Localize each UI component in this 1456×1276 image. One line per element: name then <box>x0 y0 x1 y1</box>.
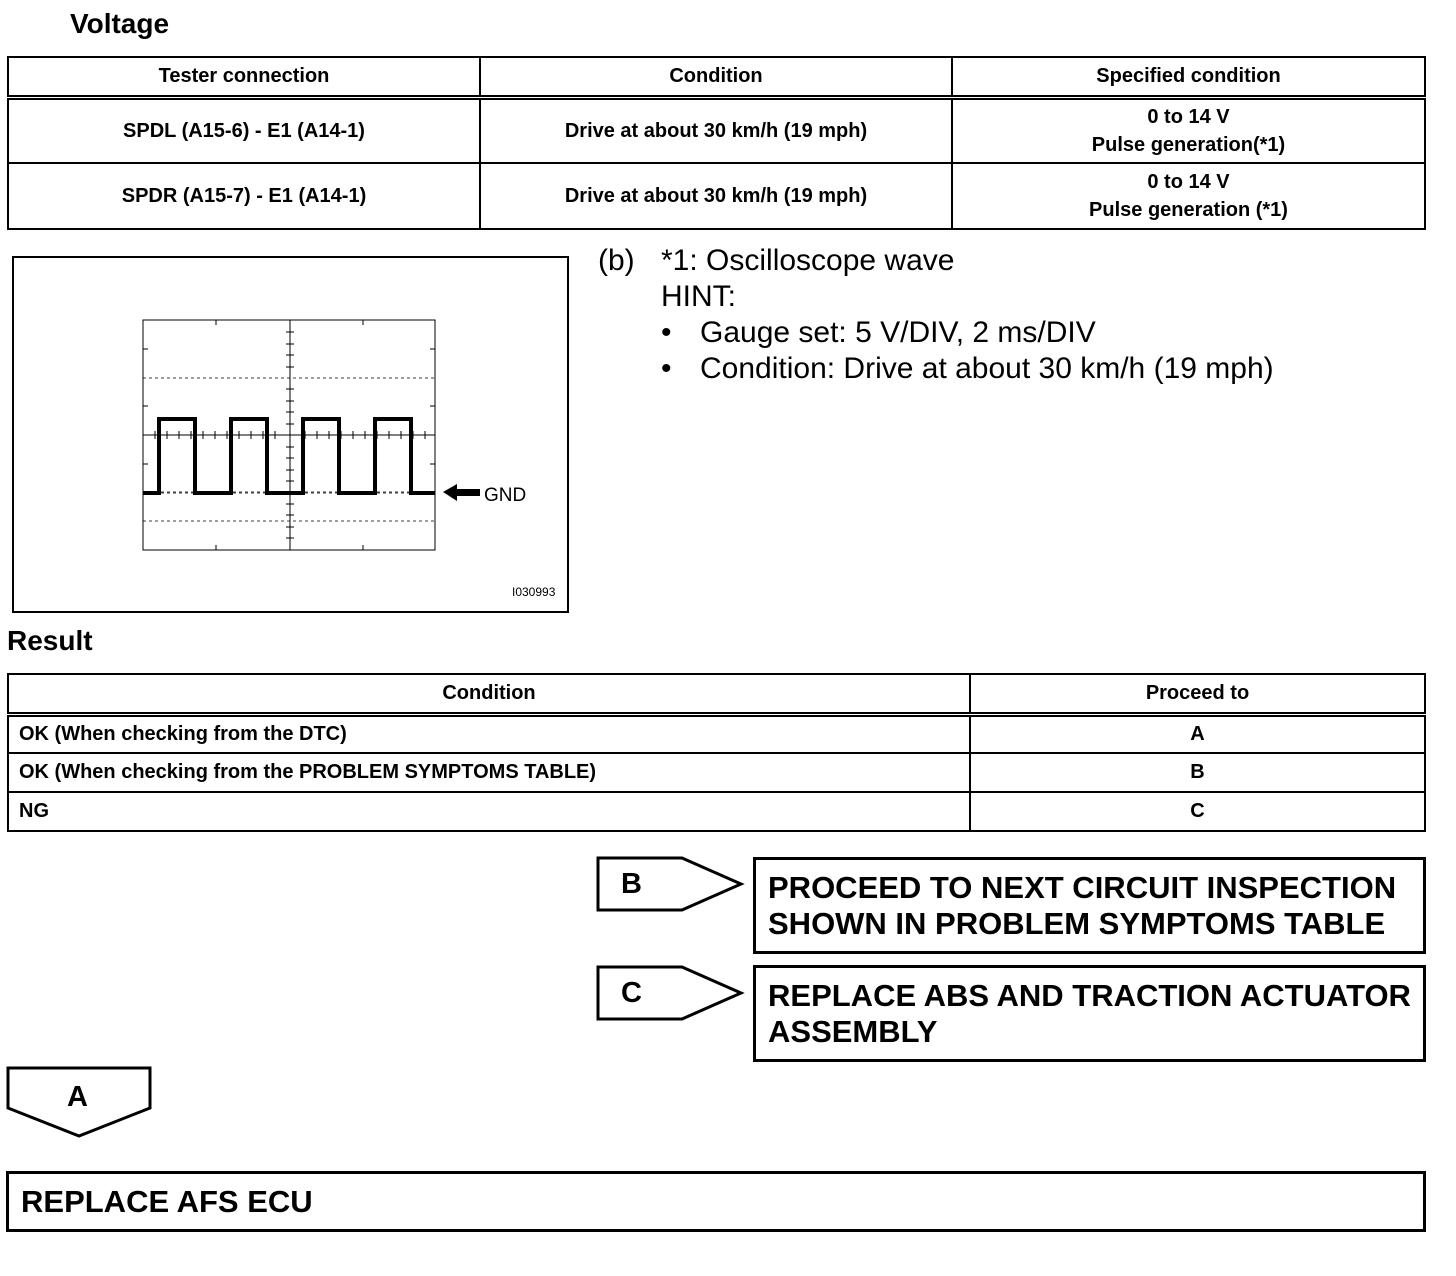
header-condition: Condition <box>8 674 970 714</box>
voltage-table <box>7 56 1426 230</box>
hint-block <box>661 243 1274 387</box>
header-proceed-to: Proceed to <box>970 674 1425 714</box>
cell-connection: SPDL (A15-6) - E1 (A14-1) <box>8 97 480 163</box>
hint-marker: (b) <box>598 244 635 277</box>
oscilloscope-figure <box>12 256 569 613</box>
scope-grid-horizontal <box>143 378 435 521</box>
header-tester-connection: Tester connection <box>8 57 480 97</box>
branch-c-arrow-icon <box>596 964 746 1024</box>
branch-a-letter: A <box>67 1081 88 1113</box>
result-table <box>7 673 1426 832</box>
table-row <box>8 792 1425 831</box>
spec-pulse: Pulse generation (*1) <box>1089 199 1288 221</box>
spec-voltage: 0 to 14 V <box>1147 105 1230 128</box>
branch-c-line1: REPLACE ABS AND TRACTION ACTUATOR <box>768 978 1411 1013</box>
branch-c-line2: ASSEMBLY <box>768 1014 938 1049</box>
branch-b-arrow-icon <box>596 855 746 915</box>
cell-condition: Drive at about 30 km/h (19 mph) <box>480 97 952 163</box>
oscilloscope-wave-diagram <box>14 258 567 611</box>
spec-voltage: 0 to 14 V <box>1147 171 1230 193</box>
hint-bullet-item <box>661 315 1274 351</box>
bullet-text: Condition: Drive at about 30 km/h (19 mph) <box>700 352 1274 385</box>
table-row <box>8 97 1425 163</box>
header-condition: Condition <box>480 57 952 97</box>
branch-b-line2: SHOWN IN PROBLEM SYMPTOMS TABLE <box>768 906 1386 941</box>
branch-b-action-box <box>753 857 1426 954</box>
gnd-label: GND <box>484 485 527 506</box>
pulse-waveform <box>143 419 435 493</box>
cell-proceed: C <box>970 792 1425 831</box>
oscilloscope-note: *1: Oscilloscope wave <box>661 244 955 277</box>
branch-b-letter: B <box>621 868 642 900</box>
gnd-arrow-icon <box>443 484 480 501</box>
bullet-text: Gauge set: 5 V/DIV, 2 ms/DIV <box>700 316 1096 349</box>
hint-bullet-item <box>661 351 1274 387</box>
voltage-table-header <box>8 57 1425 97</box>
cell-condition: Drive at about 30 km/h (19 mph) <box>480 163 952 229</box>
bullet-icon: • <box>661 316 672 349</box>
branch-a-action-box <box>6 1171 1426 1232</box>
cell-condition: OK (When checking from the PROBLEM SYMPTOMS TABLE) <box>8 753 970 792</box>
result-table-header <box>8 674 1425 714</box>
result-title: Result <box>7 625 93 656</box>
table-row <box>8 163 1425 229</box>
branch-c-action-box <box>753 965 1426 1062</box>
cell-condition: NG <box>8 792 970 831</box>
header-specified-condition: Specified condition <box>952 57 1425 97</box>
voltage-title: Voltage <box>70 8 170 39</box>
table-row <box>8 753 1425 792</box>
spec-pulse: Pulse generation(*1) <box>1091 133 1286 156</box>
cell-proceed: B <box>970 753 1425 792</box>
branch-c-letter: C <box>621 977 642 1009</box>
cell-condition: OK (When checking from the DTC) <box>8 714 970 753</box>
branch-a-text: REPLACE AFS ECU <box>21 1184 313 1219</box>
hint-label: HINT: <box>661 280 736 313</box>
cell-proceed: A <box>970 714 1425 753</box>
bullet-icon: • <box>661 352 672 385</box>
cell-spec <box>952 163 1425 229</box>
branch-b-line1: PROCEED TO NEXT CIRCUIT INSPECTION <box>768 870 1397 905</box>
cell-connection: SPDR (A15-7) - E1 (A14-1) <box>8 163 480 229</box>
table-row <box>8 714 1425 753</box>
figure-id: I030993 <box>512 585 556 599</box>
cell-spec <box>952 97 1425 163</box>
